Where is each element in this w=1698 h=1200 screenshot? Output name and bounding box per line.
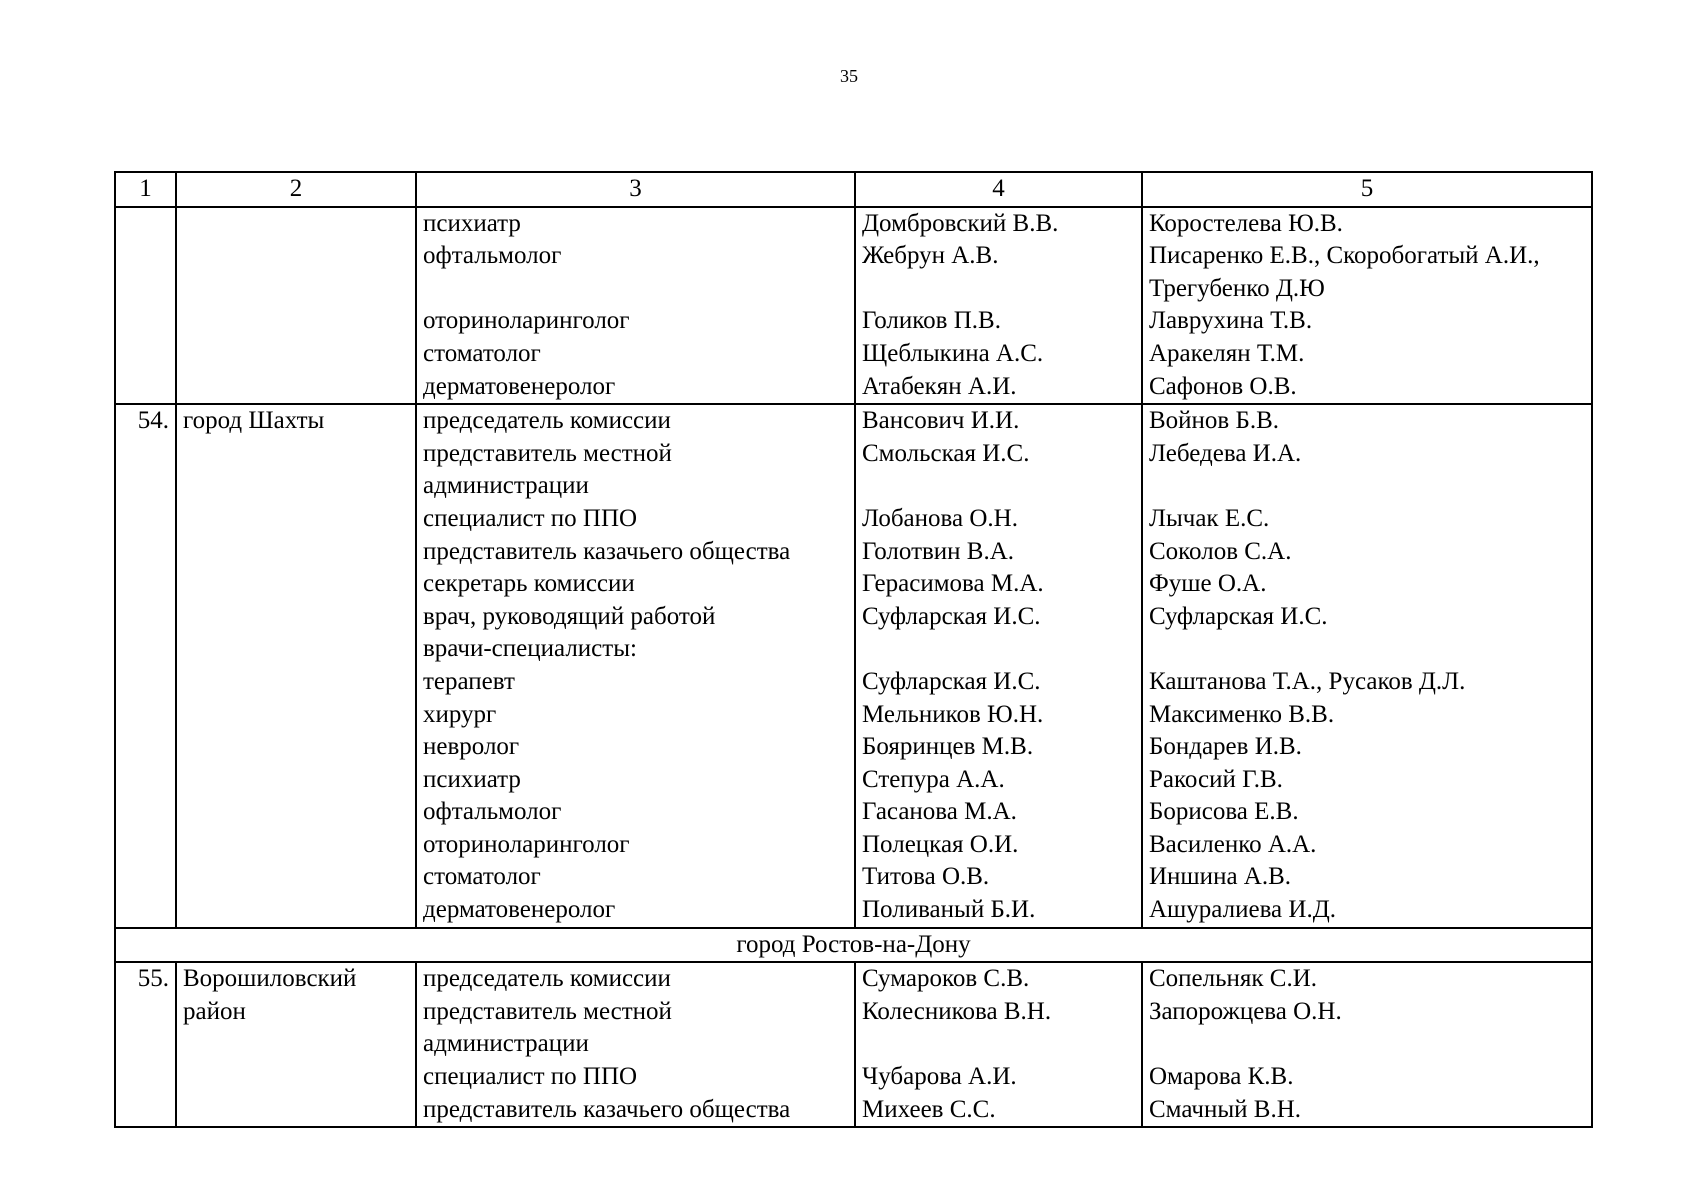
roles-line: офтальмолог	[423, 798, 562, 826]
members-line: Жебрун А.В.	[862, 242, 999, 270]
reserves-line: Сафонов О.В.	[1149, 372, 1297, 400]
members-line: Сумароков С.В.	[862, 965, 1030, 993]
members-line: Титова О.В.	[862, 863, 990, 891]
reserves-cell	[1142, 404, 1592, 928]
reserves-line: Бондарев И.В.	[1149, 733, 1302, 761]
members-line: Суфларская И.С.	[862, 667, 1041, 695]
reserves-line: Лычак Е.С.	[1149, 504, 1270, 532]
roles-cell	[416, 207, 855, 405]
roles-line: специалист по ППО	[423, 1063, 638, 1091]
reserves-cell	[1142, 962, 1592, 1127]
roles-line: врач, руководящий работой	[423, 602, 716, 630]
table-row	[115, 207, 1592, 405]
reserves-line: Василенко А.А.	[1149, 830, 1317, 858]
row-number: 55.	[115, 962, 176, 1127]
roles-line: представитель казачьего общества	[423, 537, 791, 565]
location-cell	[176, 404, 416, 928]
roles-cell	[416, 962, 855, 1127]
members-line: Мельников Ю.Н.	[862, 700, 1044, 728]
row-number	[115, 207, 176, 405]
header-col-4: 4	[855, 172, 1142, 207]
roles-line: психиатр	[423, 209, 521, 237]
roles-line: представитель местной	[423, 997, 672, 1025]
roles-line: представитель местной	[423, 439, 672, 467]
reserves-line	[1149, 470, 1585, 503]
reserves-line: Аракелян Т.М.	[1149, 339, 1305, 367]
header-row	[115, 172, 1592, 207]
roles-line: председатель комиссии	[423, 407, 671, 435]
roles-line: стоматолог	[423, 339, 541, 367]
table-row	[115, 404, 1592, 928]
roles-line: терапевт	[423, 667, 515, 695]
reserves-line: Лаврухина Т.В.	[1149, 307, 1313, 335]
members-cell	[855, 207, 1142, 405]
reserves-line: Соколов С.А.	[1149, 537, 1292, 565]
reserves-line: Трегубенко Д.Ю	[1149, 274, 1325, 302]
reserves-line: Коростелева Ю.В.	[1149, 209, 1343, 237]
table-row	[115, 962, 1592, 1127]
location-cell	[176, 962, 416, 1127]
roles-line: секретарь комиссии	[423, 570, 635, 598]
header-col-5: 5	[1142, 172, 1592, 207]
roles-line: врачи-специалисты:	[423, 635, 637, 663]
members-line	[862, 273, 1135, 306]
header-col-3: 3	[416, 172, 855, 207]
members-line: Вансович И.И.	[862, 407, 1020, 435]
roles-line: оториноларинголог	[423, 830, 630, 858]
reserves-line: Суфларская И.С.	[1149, 602, 1328, 630]
members-line: Домбровский В.В.	[862, 209, 1059, 237]
members-line: Голиков П.В.	[862, 307, 1001, 335]
members-line	[862, 470, 1135, 503]
location-line: Ворошиловский	[183, 965, 357, 993]
roles-line: дерматовенеролог	[423, 896, 616, 924]
reserves-line: Каштанова Т.А., Русаков Д.Л.	[1149, 667, 1466, 695]
reserves-line: Войнов Б.В.	[1149, 407, 1280, 435]
members-line: Михеев С.С.	[862, 1095, 996, 1123]
reserves-cell	[1142, 207, 1592, 405]
roles-line: администрации	[423, 472, 589, 500]
roles-line: стоматолог	[423, 863, 541, 891]
reserves-line: Ашуралиева И.Д.	[1149, 896, 1336, 924]
roles-cell	[416, 404, 855, 928]
members-line: Голотвин В.А.	[862, 537, 1015, 565]
members-line: Гасанова М.А.	[862, 798, 1017, 826]
members-cell	[855, 962, 1142, 1127]
members-line: Атабекян А.И.	[862, 372, 1017, 400]
reserves-line: Борисова Е.В.	[1149, 798, 1299, 826]
reserves-line: Максименко В.В.	[1149, 700, 1335, 728]
members-line: Щеблыкина А.С.	[862, 339, 1044, 367]
location-line: город Шахты	[183, 407, 325, 435]
members-line: Колесникова В.Н.	[862, 997, 1052, 1025]
header-col-1: 1	[115, 172, 176, 207]
reserves-line: Смачный В.Н.	[1149, 1095, 1302, 1123]
members-line: Степура А.А.	[862, 765, 1005, 793]
members-line: Смольская И.С.	[862, 439, 1030, 467]
reserves-line: Лебедева И.А.	[1149, 439, 1302, 467]
section-row	[115, 928, 1592, 963]
location-cell	[176, 207, 416, 405]
members-line: Герасимова М.А.	[862, 570, 1044, 598]
roles-line: специалист по ППО	[423, 504, 638, 532]
reserves-line: Писаренко Е.В., Скоробогатый А.И.,	[1149, 242, 1540, 270]
commission-table	[114, 171, 1593, 1128]
section-heading: город Ростов-на-Дону	[115, 928, 1592, 963]
reserves-line: Омарова К.В.	[1149, 1063, 1294, 1091]
roles-line: представитель казачьего общества	[423, 1095, 791, 1123]
reserves-line: Иншина А.В.	[1149, 863, 1292, 891]
header-col-2: 2	[176, 172, 416, 207]
members-line	[862, 633, 1135, 666]
members-line: Чубарова А.И.	[862, 1063, 1017, 1091]
roles-line: председатель комиссии	[423, 965, 671, 993]
reserves-line	[1149, 633, 1585, 666]
roles-line	[423, 273, 848, 306]
members-line: Поливаный Б.И.	[862, 896, 1036, 924]
members-line: Лобанова О.Н.	[862, 504, 1018, 532]
roles-line: невролог	[423, 733, 520, 761]
members-line	[862, 1028, 1135, 1061]
members-line: Суфларская И.С.	[862, 602, 1041, 630]
reserves-line: Ракосий Г.В.	[1149, 765, 1283, 793]
members-line: Полецкая О.И.	[862, 830, 1019, 858]
roles-line: психиатр	[423, 765, 521, 793]
reserves-line: Запорожцева О.Н.	[1149, 997, 1342, 1025]
roles-line: оториноларинголог	[423, 307, 630, 335]
roles-line: дерматовенеролог	[423, 372, 616, 400]
reserves-line: Фуше О.А.	[1149, 570, 1267, 598]
reserves-line: Сопельняк С.И.	[1149, 965, 1318, 993]
members-line: Бояринцев М.В.	[862, 733, 1034, 761]
page-number: 35	[840, 66, 858, 86]
reserves-line	[1149, 1028, 1585, 1061]
roles-line: офтальмолог	[423, 242, 562, 270]
roles-line: хирург	[423, 700, 497, 728]
roles-line: администрации	[423, 1030, 589, 1058]
location-line: район	[183, 997, 246, 1025]
members-cell	[855, 404, 1142, 928]
row-number: 54.	[115, 404, 176, 928]
